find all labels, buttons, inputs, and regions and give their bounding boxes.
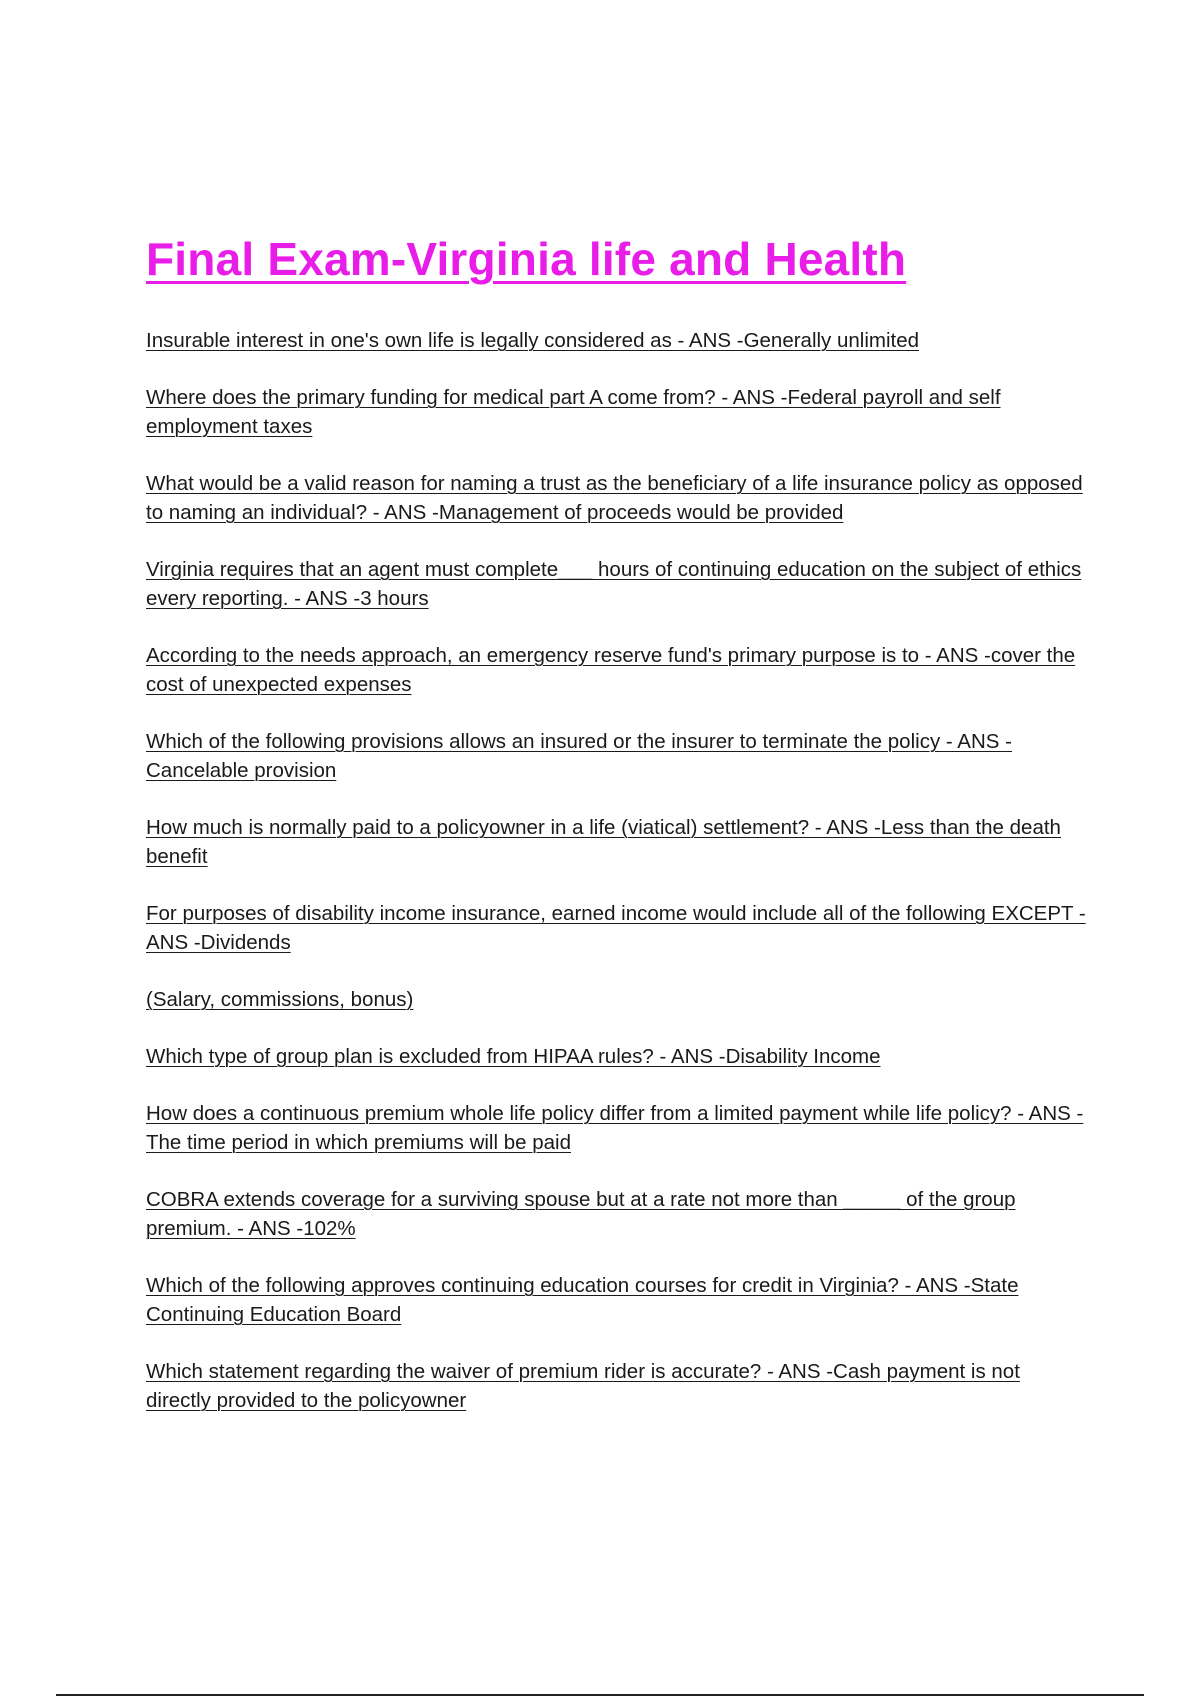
qa-item-note: (Salary, commissions, bonus) — [146, 988, 414, 1011]
qa-item: For purposes of disability income insurance, earned income would include all of the following EXCEPT - ANS -Dividends — [146, 902, 1086, 954]
qa-item: Which type of group plan is excluded from HIPAA rules? - ANS -Disability Income — [146, 1045, 881, 1068]
page-divider — [56, 1694, 1144, 1696]
qa-item: How much is normally paid to a policyowner in a life (viatical) settlement? - ANS -Less than the death benefit — [146, 816, 1061, 868]
qa-item: Which statement regarding the waiver of premium rider is accurate? - ANS -Cash payment is not directly provided to the policyowner — [146, 1360, 1020, 1412]
page-title: Final Exam-Virginia life and Health — [146, 233, 907, 285]
qa-item: Insurable interest in one's own life is legally considered as - ANS -Generally unlimited — [146, 329, 920, 352]
qa-item: Virginia requires that an agent must complete___ hours of continuing education on the subject of ethics every reporting. - ANS -3 hours — [146, 558, 1082, 610]
qa-item: How does a continuous premium whole life policy differ from a limited payment while life policy? - ANS -The time period in which premiums will be paid — [146, 1102, 1084, 1154]
qa-item: What would be a valid reason for naming a trust as the beneficiary of a life insurance policy as opposed to naming an individual? - ANS -Management of proceeds would be provided — [146, 472, 1083, 524]
qa-list — [146, 326, 1086, 1443]
qa-item: Where does the primary funding for medical part A come from? - ANS -Federal payroll and self employment taxes — [146, 386, 1001, 438]
qa-item: COBRA extends coverage for a surviving spouse but at a rate not more than _____ of the group premium. - ANS -102% — [146, 1188, 1016, 1240]
qa-item: According to the needs approach, an emergency reserve fund's primary purpose is to - ANS -cover the cost of unexpected expenses — [146, 644, 1076, 696]
qa-item: Which of the following approves continuing education courses for credit in Virginia? - ANS -State Continuing Education Board — [146, 1274, 1019, 1326]
qa-item: Which of the following provisions allows an insured or the insurer to terminate the policy - ANS -Cancelable provision — [146, 730, 1012, 782]
